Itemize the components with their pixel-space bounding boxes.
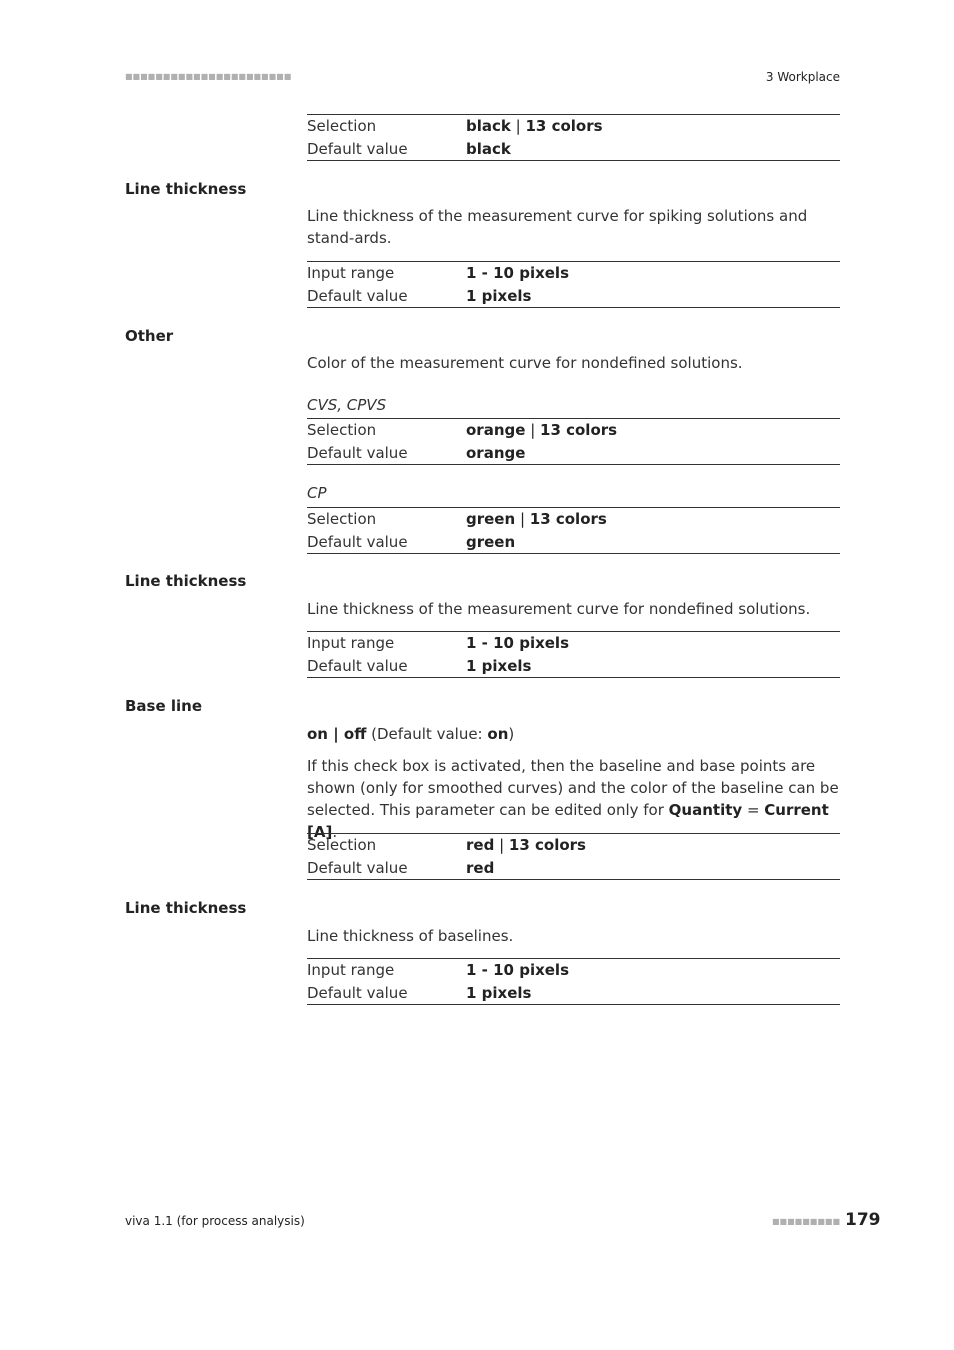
table-row bbox=[307, 632, 840, 655]
color-table-cvs bbox=[307, 418, 840, 465]
table-row bbox=[307, 857, 840, 880]
header-section-title: 3 Workplace bbox=[765, 70, 840, 84]
param-value: 1 - 10 pixels bbox=[466, 264, 570, 283]
param-value: 1 pixels bbox=[466, 656, 532, 675]
table-row bbox=[307, 834, 840, 857]
param-key: Default value bbox=[307, 656, 408, 675]
section-description: Line thickness of the measurement curve for nondefined solutions. bbox=[307, 600, 811, 618]
param-key: Input range bbox=[307, 264, 395, 283]
param-value: orange | 13 colors bbox=[466, 421, 618, 440]
section-description: Line thickness of baselines. bbox=[307, 927, 514, 945]
footer-decoration: ■■■■■■■■■ bbox=[772, 1217, 841, 1226]
table-row bbox=[307, 419, 840, 442]
param-value: green bbox=[466, 532, 516, 551]
param-key: Default value bbox=[307, 443, 408, 462]
color-table-cp bbox=[307, 507, 840, 554]
color-table-baseline bbox=[307, 833, 840, 880]
section-description: If this check box is activated, then the baseline and base points are shown (only for smoothed curves) and the color of the baseline can be selected. This parameter can be edited only for Quantity = Current [A]. bbox=[307, 757, 839, 841]
section-heading-line-thickness: Line thickness bbox=[125, 899, 247, 917]
method-subtitle: CP bbox=[307, 484, 327, 502]
param-value: red | 13 colors bbox=[466, 836, 586, 855]
param-key: Default value bbox=[307, 286, 408, 305]
param-value: orange bbox=[466, 443, 526, 462]
param-key: Selection bbox=[307, 510, 377, 529]
table-row bbox=[307, 138, 840, 161]
table-row bbox=[307, 508, 840, 531]
section-description: Line thickness of the measurement curve for spiking solutions and stand-ards. bbox=[307, 207, 808, 247]
table-row bbox=[307, 959, 840, 982]
param-key: Input range bbox=[307, 634, 395, 653]
param-key: Selection bbox=[307, 836, 377, 855]
header-decoration: ■■■■■■■■■■■■■■■■■■■■■■ bbox=[125, 72, 292, 81]
param-key: Selection bbox=[307, 117, 377, 136]
param-value: 1 - 10 pixels bbox=[466, 961, 570, 980]
table-row bbox=[307, 262, 840, 285]
thickness-table bbox=[307, 958, 840, 1005]
param-value: green | 13 colors bbox=[466, 510, 607, 529]
param-value: 1 - 10 pixels bbox=[466, 634, 570, 653]
thickness-table bbox=[307, 261, 840, 308]
section-heading-other: Other bbox=[125, 327, 174, 345]
page-number: 179 bbox=[845, 1210, 881, 1230]
footer-product-name: viva 1.1 (for process analysis) bbox=[125, 1214, 305, 1228]
param-key: Selection bbox=[307, 421, 377, 440]
param-value: black | 13 colors bbox=[466, 117, 603, 136]
param-key: Default value bbox=[307, 139, 408, 158]
table-row bbox=[307, 442, 840, 465]
param-value: 1 pixels bbox=[466, 286, 532, 305]
section-heading-base-line: Base line bbox=[125, 697, 203, 715]
base-line-options: on | off (Default value: on) bbox=[307, 725, 515, 743]
table-row bbox=[307, 655, 840, 678]
table-row bbox=[307, 982, 840, 1005]
thickness-table bbox=[307, 631, 840, 678]
param-value: 1 pixels bbox=[466, 983, 532, 1002]
section-description: Color of the measurement curve for nondefined solutions. bbox=[307, 354, 743, 372]
section-heading-line-thickness: Line thickness bbox=[125, 180, 247, 198]
param-key: Default value bbox=[307, 858, 408, 877]
param-key: Default value bbox=[307, 983, 408, 1002]
color-table-top bbox=[307, 114, 840, 161]
param-key: Default value bbox=[307, 532, 408, 551]
table-row bbox=[307, 115, 840, 138]
param-value: red bbox=[466, 858, 495, 877]
param-key: Input range bbox=[307, 961, 395, 980]
param-value: black bbox=[466, 139, 511, 158]
table-row bbox=[307, 285, 840, 308]
method-subtitle: CVS, CPVS bbox=[307, 396, 387, 414]
table-row bbox=[307, 531, 840, 554]
section-heading-line-thickness: Line thickness bbox=[125, 572, 247, 590]
